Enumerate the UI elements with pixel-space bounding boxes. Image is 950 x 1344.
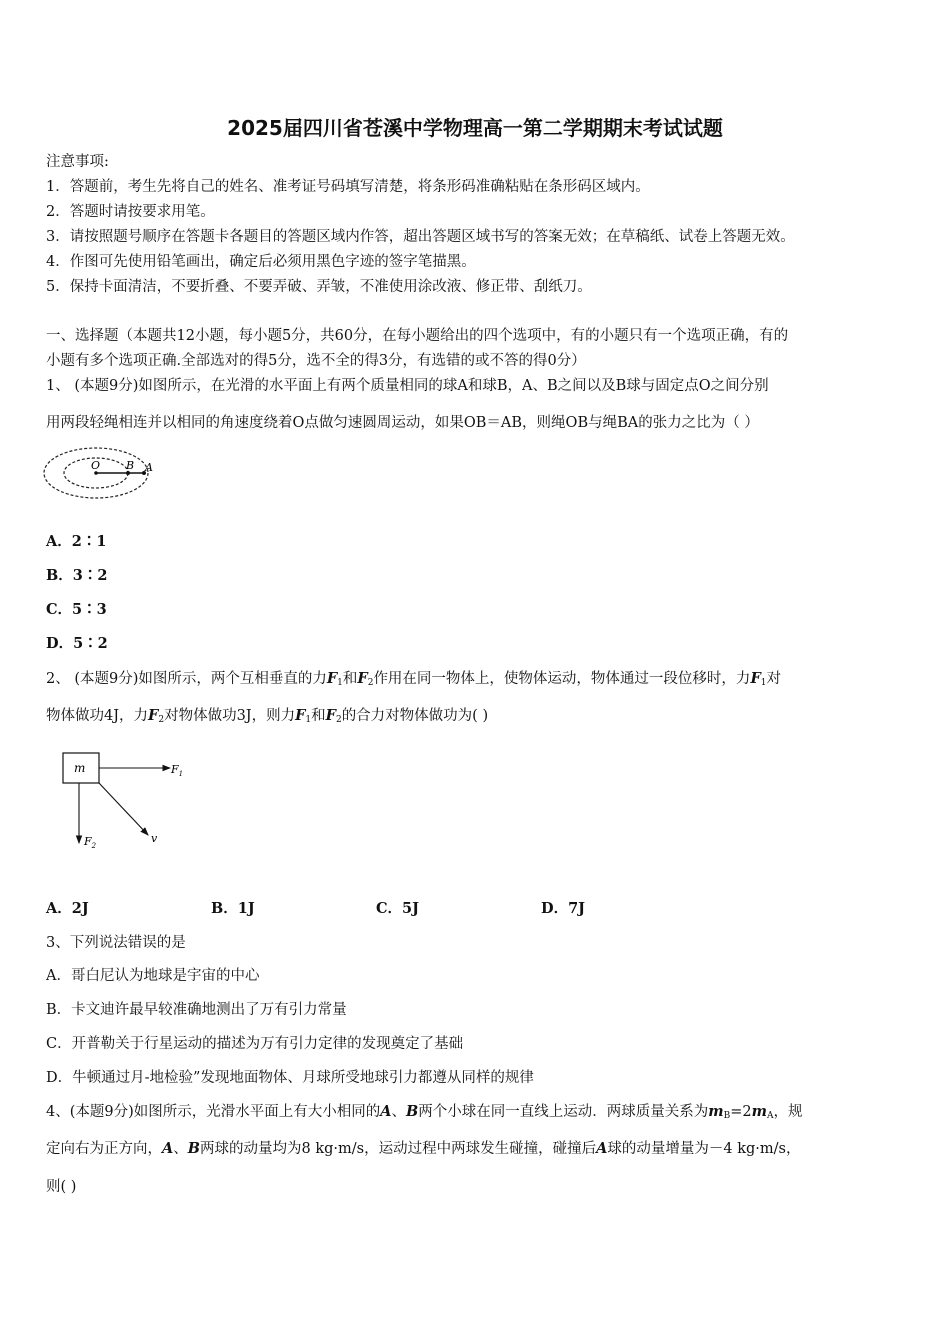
notice-item: 4．作图可先使用铅笔画出，确定后必须用黑色字迹的签字笔描黑。: [46, 254, 476, 270]
q2-text: 和: [311, 708, 326, 724]
q1-stem-line1: 1、 (本题9分)如图所示，在光滑的水平面上有两个质量相同的球A和球B，A、B之间以及B球与固定点O之间分别: [46, 378, 769, 394]
notice-item: 5．保持卡面清洁，不要折叠、不要弄破、弄皱，不准使用涂改液、修正带、刮纸刀。: [46, 279, 592, 295]
label-f1: $F_1$: [171, 763, 184, 778]
page-title: 2025届四川省苍溪中学物理高一第二学期期末考试试题: [227, 116, 723, 140]
notice-item: 3．请按照题号顺序在答题卡各题目的答题区域内作答，超出答题区域书写的答案无效；在草稿纸、试卷上答题无效。: [46, 229, 795, 245]
q2-option-c[interactable]: C．5J: [376, 900, 419, 917]
q3-stem: 3、下列说法错误的是: [46, 935, 186, 951]
q2-text: 物体做功4J，力: [46, 708, 149, 724]
q2-text: 对物体做功3J，则力: [164, 708, 296, 724]
q3-option-c[interactable]: C．开普勒关于行星运动的描述为万有引力定律的发现奠定了基础: [46, 1036, 464, 1052]
q3-option-a[interactable]: A．哥白尼认为地球是宇宙的中心: [46, 968, 260, 984]
section-heading-line1: 一、选择题（本题共12小题，每小题5分，共60分，在每小题给出的四个选项中，有的小题只有一个选项正确，有的: [46, 328, 789, 344]
section-heading-line2: 小题有多个选项正确.全部选对的得5分，选不全的得3分，有选错的或不答的得0分）: [46, 353, 586, 369]
ball-symbol: A: [380, 1103, 392, 1120]
q4-stem-line3: 则( ): [46, 1179, 77, 1195]
q2-stem-line1: [46, 669, 781, 693]
mass-subscript: B: [723, 1111, 731, 1121]
label-o: O: [91, 459, 101, 472]
label-a: A: [145, 461, 153, 474]
q1-option-c[interactable]: C．5∶3: [46, 601, 107, 618]
q4-text: ，规: [773, 1104, 803, 1120]
force-subscript: 1: [760, 678, 767, 688]
label-v: v: [151, 832, 158, 845]
mass-symbol: m: [751, 1103, 767, 1120]
force-symbol: F: [295, 707, 306, 724]
q2-force-figure: [55, 745, 195, 860]
q2-option-b[interactable]: B．1J: [211, 900, 255, 917]
q4-text: =2: [730, 1104, 752, 1120]
force-subscript: 2: [367, 678, 374, 688]
q4-text: 两球的动量均为8 kg·m/s，运动过程中两球发生碰撞，碰撞后: [200, 1141, 597, 1157]
q1-circular-motion-figure: [40, 445, 160, 505]
velocity-arrow: [99, 783, 148, 835]
q2-text: 和: [342, 671, 358, 687]
ball-symbol: A: [596, 1140, 608, 1157]
q4-text: 球的动量增量为－4 kg·m/s，: [607, 1141, 801, 1157]
q1-option-b[interactable]: B．3∶2: [46, 567, 108, 584]
ball-symbol: A: [162, 1140, 174, 1157]
force-subscript: 1: [337, 678, 343, 688]
force-symbol: F: [357, 670, 368, 687]
q2-stem-line2: [46, 706, 488, 730]
force-symbol: F: [148, 707, 159, 724]
mass-subscript: A: [766, 1111, 774, 1121]
q4-text: 、: [173, 1141, 188, 1157]
notice-item: 1．答题前，考生先将自己的姓名、准考证号码填写清楚，将条形码准确粘贴在条形码区域内。: [46, 179, 650, 195]
force-subscript: 1: [305, 715, 312, 725]
force-symbol: F: [325, 707, 336, 724]
notice-heading: 注意事项:: [46, 154, 109, 170]
q2-text: 2、 (本题9分)如图所示，两个互相垂直的力: [46, 671, 327, 687]
q2-option-d[interactable]: D．7J: [541, 900, 586, 917]
force-subscript: 2: [335, 715, 342, 725]
q1-stem-line2: 用两段轻绳相连并以相同的角速度绕着O点做匀速圆周运动，如果OB＝AB，则绳OB与绳BA的张力之比为（ ）: [46, 415, 759, 431]
q4-stem-line2: [46, 1139, 800, 1159]
q2-text: 对: [766, 671, 781, 687]
q1-option-a[interactable]: A．2∶1: [46, 533, 107, 550]
force-symbol: F: [750, 670, 761, 687]
label-m: m: [74, 761, 86, 775]
q2-option-a[interactable]: A．2J: [46, 900, 89, 917]
q1-option-d[interactable]: D．5∶2: [46, 635, 108, 652]
q2-text: 的合力对物体做功为( ): [341, 708, 489, 724]
force-symbol: F: [326, 670, 338, 687]
q4-text: 4、(本题9分)如图所示，光滑水平面上有大小相同的: [46, 1104, 381, 1120]
q4-text: 定向右为正方向，: [46, 1141, 162, 1157]
q2-text: 作用在同一物体上，使物体运动，物体通过一段位移时，力: [373, 671, 751, 687]
ball-symbol: B: [187, 1140, 201, 1157]
q3-option-d[interactable]: D．牛顿通过月-地检验”发现地面物体、月球所受地球引力都遵从同样的规律: [46, 1070, 534, 1086]
q4-text: 两个小球在同一直线上运动．两球质量关系为: [418, 1104, 709, 1120]
notice-item: 2．答题时请按要求用笔。: [46, 204, 215, 220]
label-b: B: [126, 459, 135, 472]
label-f2: $F_2$: [84, 835, 97, 850]
mass-symbol: m: [708, 1103, 724, 1120]
ball-symbol: B: [406, 1103, 419, 1120]
force-subscript: 2: [158, 715, 165, 725]
q4-stem-line1: [46, 1102, 802, 1126]
q3-option-b[interactable]: B．卡文迪许最早较准确地测出了万有引力常量: [46, 1002, 347, 1018]
q4-text: 、: [391, 1104, 407, 1120]
